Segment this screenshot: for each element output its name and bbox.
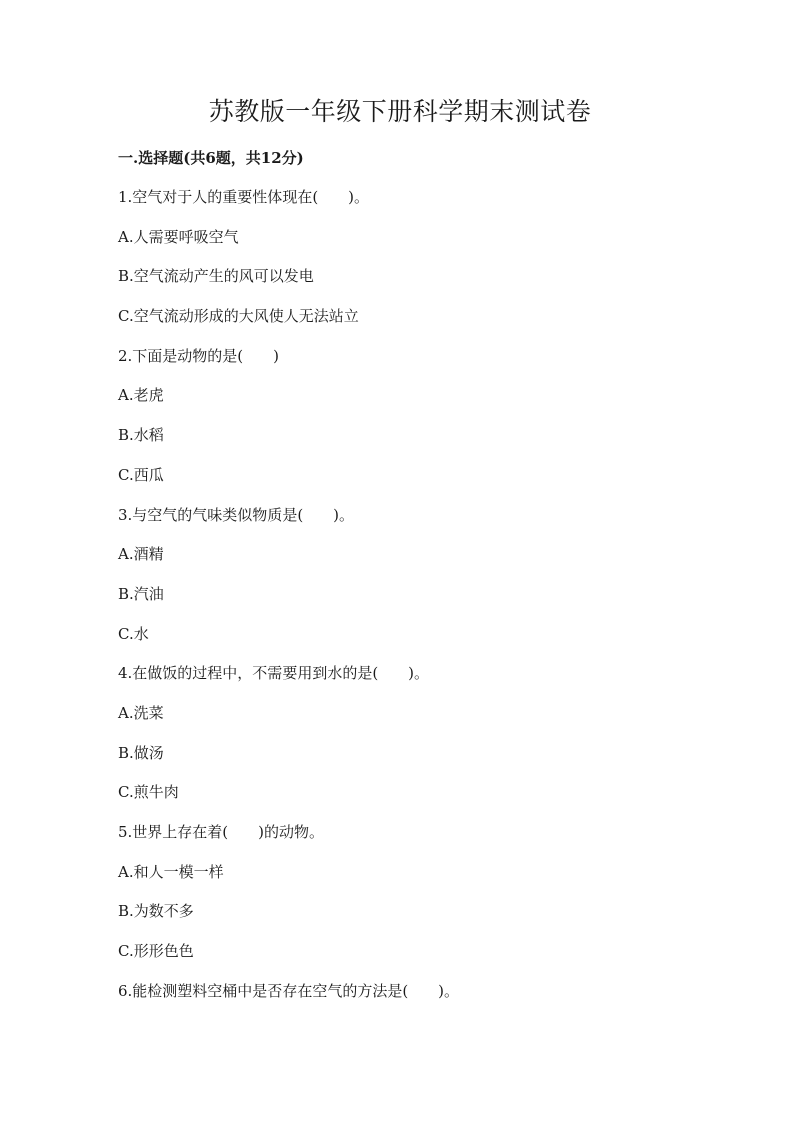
option-a: A.人需要呼吸空气 xyxy=(118,227,239,246)
option-c: C.煎牛肉 xyxy=(118,783,179,802)
option-b: B.空气流动产生的风可以发电 xyxy=(118,267,314,286)
question-list xyxy=(118,184,718,1017)
exam-title: 苏教版一年级下册科学期末测试卷 xyxy=(208,97,592,126)
question-stem: 5.世界上存在着( )的动物。 xyxy=(118,823,325,841)
option-a: A.洗菜 xyxy=(118,703,164,722)
option-a: A.老虎 xyxy=(118,386,164,405)
option-c: C.形形色色 xyxy=(118,942,194,961)
option-c: C.空气流动形成的大风使人无法站立 xyxy=(118,307,359,326)
section-heading: 一.选择题(共6题，共12分) xyxy=(118,149,304,167)
question-stem: 1.空气对于人的重要性体现在( )。 xyxy=(118,188,370,206)
option-b: B.做汤 xyxy=(118,743,164,762)
option-a: A.和人一模一样 xyxy=(118,862,224,881)
question-stem: 3.与空气的气味类似物质是( )。 xyxy=(118,505,355,524)
option-c: C.水 xyxy=(118,624,149,643)
question-stem: 4.在做饭的过程中，不需要用到水的是( )。 xyxy=(118,664,430,683)
option-b: B.为数不多 xyxy=(118,902,194,921)
question-stem: 2.下面是动物的是( ) xyxy=(118,346,280,365)
option-a: A.酒精 xyxy=(118,545,164,564)
option-b: B.汽油 xyxy=(118,584,164,603)
option-b: B.水稻 xyxy=(118,426,164,445)
option-c: C.西瓜 xyxy=(118,465,164,484)
question-stem: 6.能检测塑料空桶中是否存在空气的方法是( )。 xyxy=(118,981,460,1000)
